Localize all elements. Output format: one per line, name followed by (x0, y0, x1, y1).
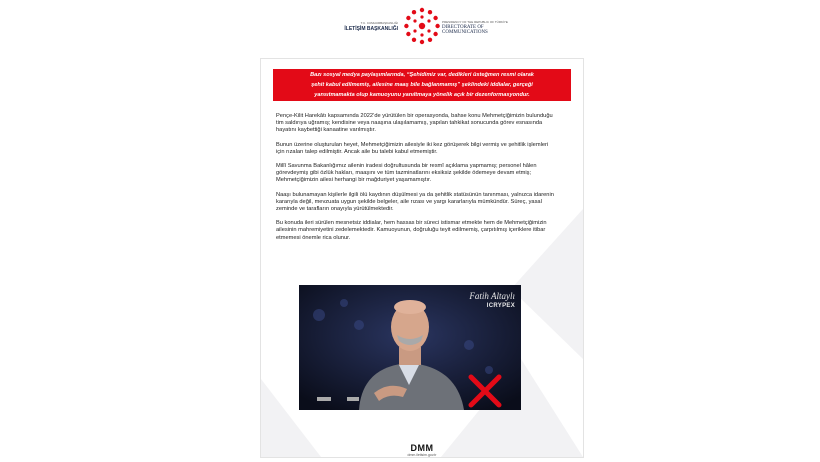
channel-brand (469, 291, 515, 309)
header-left-title: İLETİŞİM BAŞKANLIĞI (344, 26, 398, 32)
footer (261, 443, 583, 457)
banner-line-2: şehit kabul edilmemiş, ailesine maaş bile bağlanmamış” şeklindeki iddialar, gerçeği (311, 82, 533, 88)
paragraph: Pençe-Kilit Harekâtı kapsamında 2022’de yürütülen bir operasyonda, bahse konu Mehmetçiğimizin bulunduğu tim saldırıya uğramış; kendisine veya naaşına ulaşılamamış, yapılan tahkikat sonucunda görev esnasında hayatını kaybettiği kanaatine varılmıştır. (276, 113, 553, 134)
document-page (260, 58, 584, 458)
statement-body (276, 113, 554, 249)
footer-url[interactable]: dmm.iletisim.gov.tr (407, 453, 437, 457)
directorate-label (442, 20, 512, 35)
brand-title: Fatih Altaylı (469, 291, 515, 301)
header-right-title-1: DIRECTORATE OF (442, 25, 484, 30)
dmm-logo: DMM (410, 443, 434, 453)
paragraph: Millî Savunma Bakanlığımız ailenin iradesi doğrultusunda bir resmî açıklama yapmamış; personel hâlen görevdeymiş gibi özlük hakları, maaşını ve tüm tazminatlarını eksiksiz şekilde ödemeye devam etmiş; Mehmetçiğimizin ailesi herhangi bir mağduriyet yaşamamıştır. (276, 163, 537, 184)
disinformation-banner (273, 69, 571, 101)
paragraph: Bu konuda ileri sürülen mesnetsiz iddialar, hem hassas bir süreci istismar etmekte hem de Mehmetçiğimizin ailesinin mahremiyetini zedelemektedir. Kamuoyunun, doğruluğu teyit edilmemiş, çarpıtılmış içeriklere itibar etmemesi önemle rica olunur. (276, 220, 547, 241)
iletisim-baskanligi-label (326, 20, 398, 32)
header (318, 4, 508, 48)
banner-line-1: Bazı sosyal medya paylaşımlarında, “Şehidimiz var, dedikleri üsteğmen resmi olarak (310, 72, 534, 78)
header-right-small: PRESIDENCY OF THE REPUBLIC OF TÜRKİYE (442, 20, 508, 24)
header-right-title-2: COMMUNICATIONS (442, 30, 488, 35)
paragraph: Bunun üzerine oluşturulan heyet, Mehmetçiğimizin ailesiyle iki kez görüşerek bilgi vermiş ve şehitlik işlemleri için rızaları talep edilmiştir. Ancak aile bu talebi kabul etmemiştir. (276, 141, 549, 155)
brand-sub: ICRYPEX (486, 303, 515, 309)
emblem-logo (404, 6, 440, 46)
video-screenshot (299, 285, 521, 410)
banner-line-3: yansıtmamakta olup kamuoyunu yanıltmaya yönelik açık bir dezenformasyondur. (314, 92, 530, 98)
paragraph: Naaşı bulunamayan kişilerle ilgili ölü kaydının düşülmesi ya da şehitlik statüsünün tanınması, yalnızca idarenin kararıyla değil, mevzuata uygun şekilde belgeler, aile rızası ve yargı kararlarıyla mümkündür. Süreç, yasal zeminde ve tarafların onayıyla yürütülmektedir. (276, 191, 554, 213)
header-left-small: T.C. CUMHURBAŞKANLIĞI (360, 21, 398, 25)
